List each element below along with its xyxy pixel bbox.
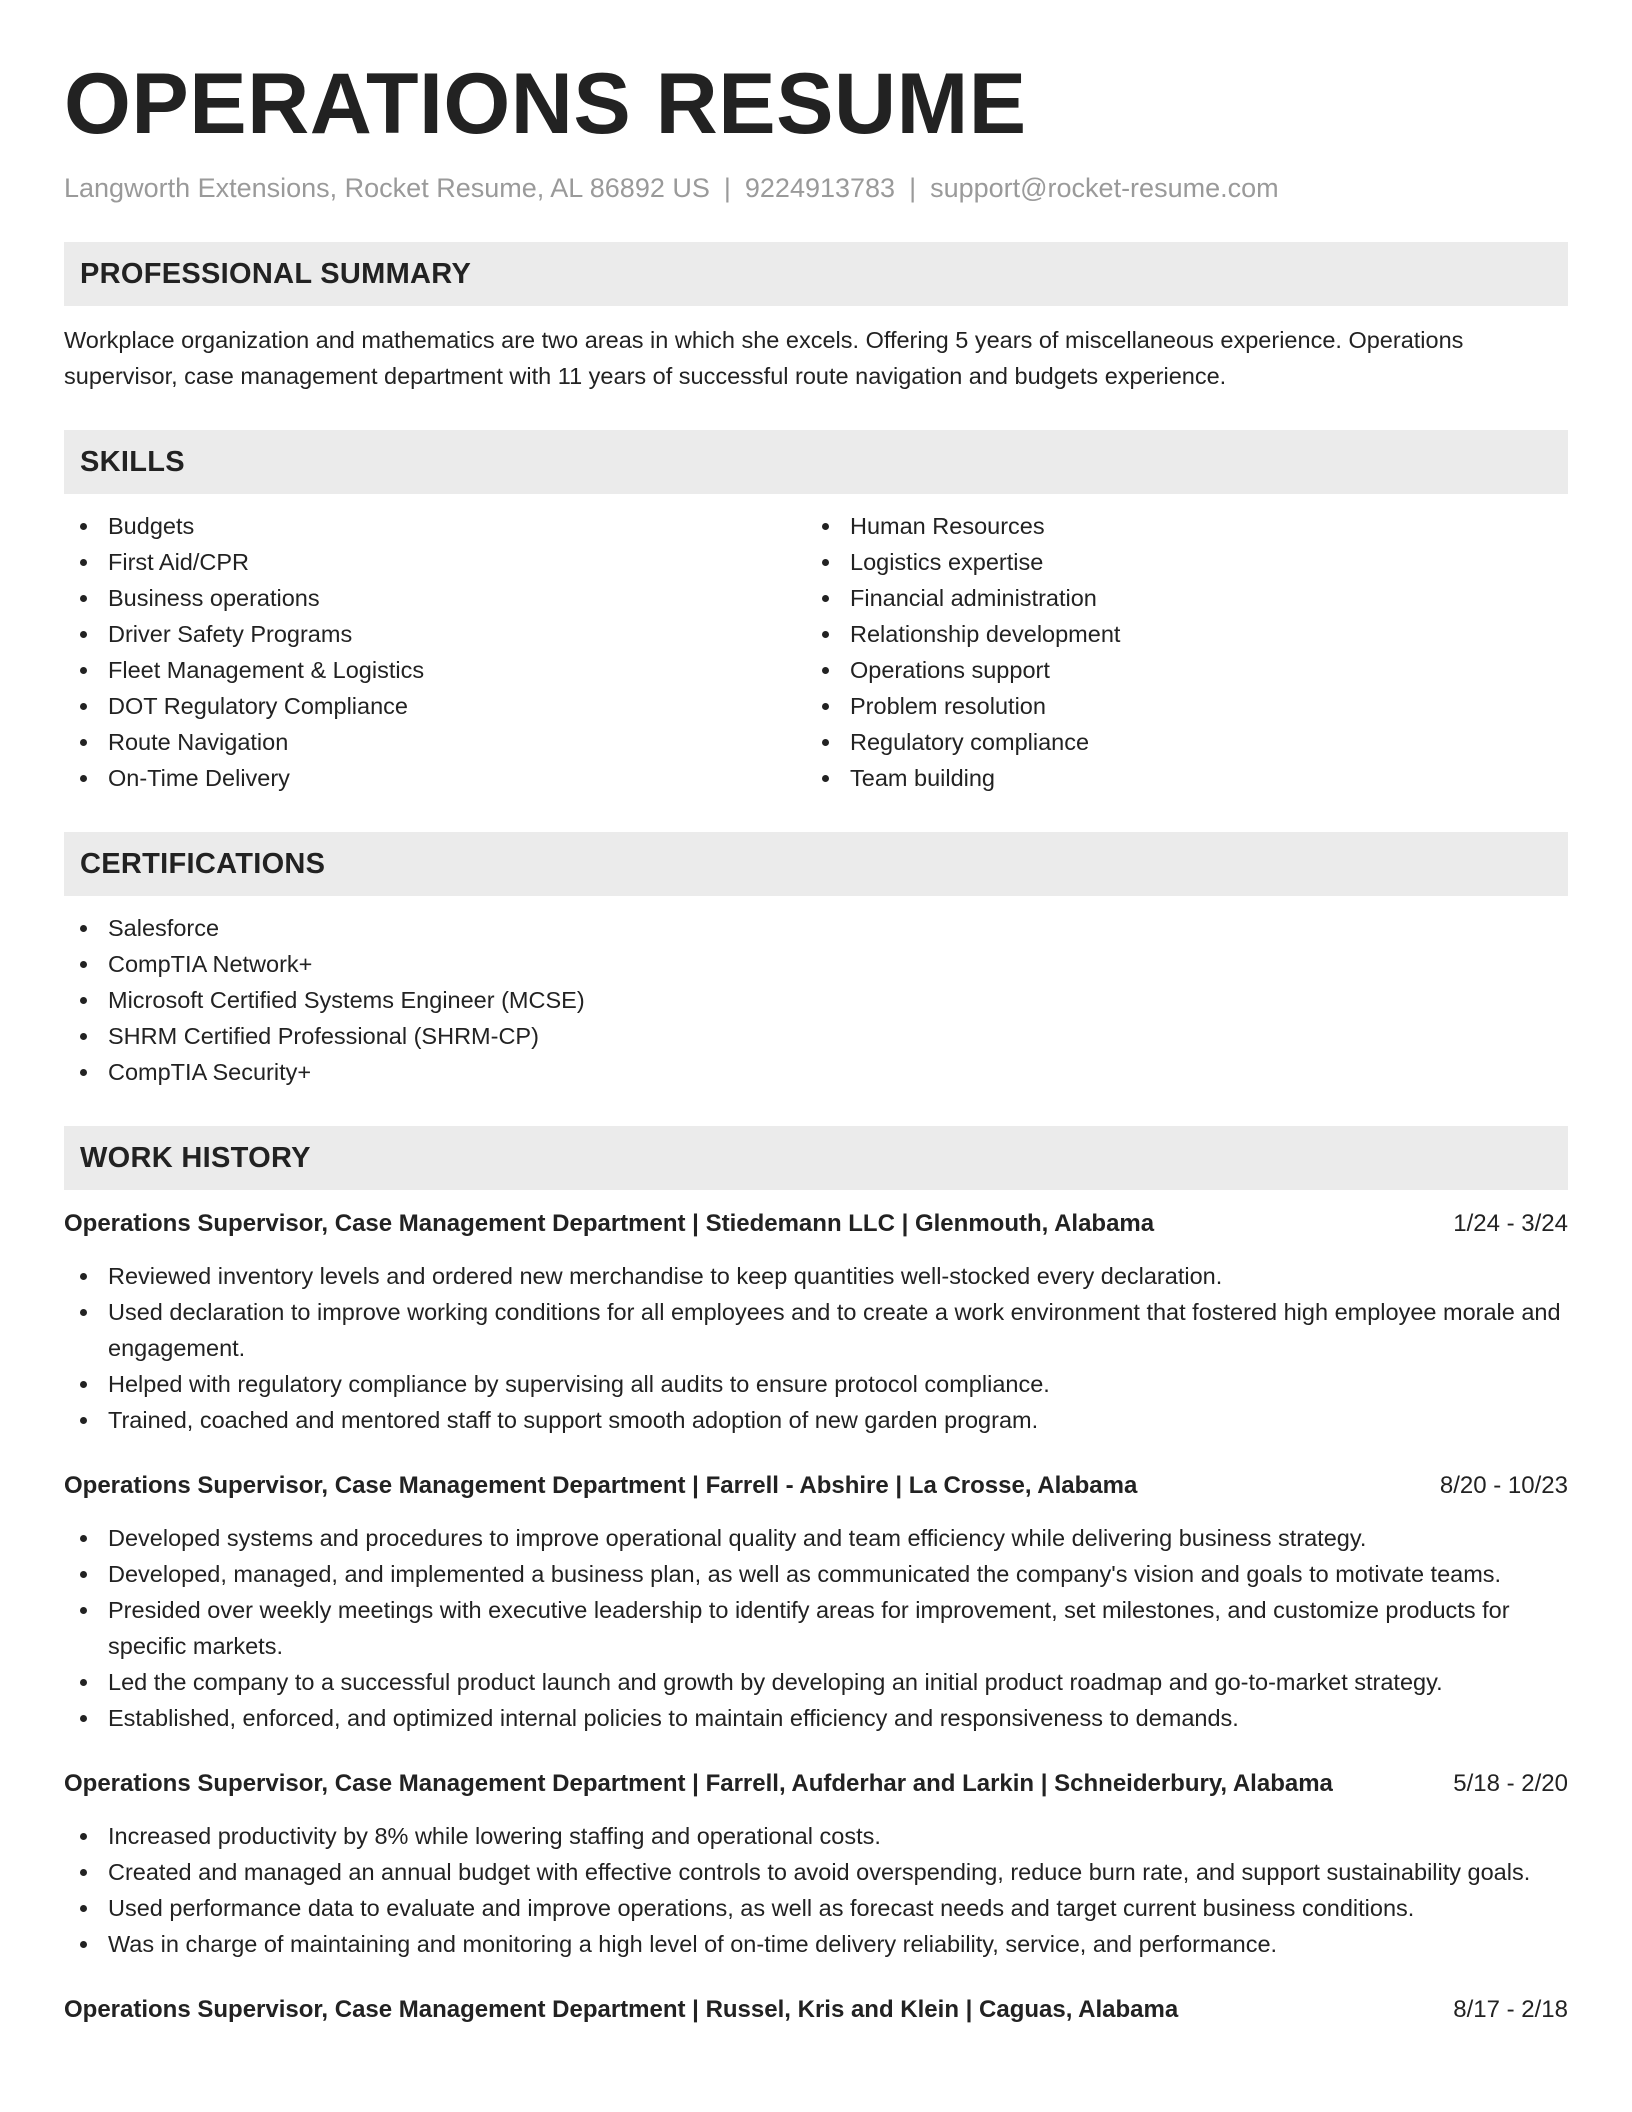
skill-item: Financial administration [806,580,1548,616]
skill-item: Budgets [64,508,806,544]
job-entry [64,1766,1568,1962]
skill-item: Business operations [64,580,806,616]
job-bullet: Established, enforced, and optimized internal policies to maintain efficiency and responsiveness to demands. [64,1700,1568,1736]
skill-item: First Aid/CPR [64,544,806,580]
skill-item: Fleet Management & Logistics [64,652,806,688]
skills-heading: SKILLS [80,445,185,478]
job-dates: 8/17 - 2/18 [1453,1996,1568,2023]
job-bullet: Used performance data to evaluate and improve operations, as well as forecast needs and target current business conditions. [64,1890,1568,1926]
skill-item: Team building [806,760,1548,796]
job-dates: 8/20 - 10/23 [1439,1472,1568,1499]
work-history-section-header [64,1126,1568,1190]
job-header [64,1206,1568,1242]
job-bullet: Used declaration to improve working conditions for all employees and to create a work environment that fostered high employee morale and engagement. [64,1294,1568,1366]
resume-title: OPERATIONS RESUME [64,56,1027,152]
job-entry [64,1206,1568,1438]
job-title: Operations Supervisor, Case Management Department | Farrell - Abshire | La Crosse, Alabama [64,1472,1138,1499]
skill-item: Driver Safety Programs [64,616,806,652]
summary-text: Workplace organization and mathematics are two areas in which she excels. Offering 5 years of miscellaneous experience. Operations supervisor, case management department with 11 years of successful route navigation and budgets experience. [64,327,1464,389]
contact-separator: | [723,173,731,203]
job-bullet: Reviewed inventory levels and ordered new merchandise to keep quantities well-stocked every declaration. [64,1258,1568,1294]
skill-item: Problem resolution [806,688,1548,724]
certifications-section-header [64,832,1568,896]
contact-separator: | [909,173,917,203]
job-bullet-list [64,1520,1568,1736]
contact-line [64,170,1568,206]
skill-item: Relationship development [806,616,1548,652]
job-entry [64,1468,1568,1736]
skill-item: DOT Regulatory Compliance [64,688,806,724]
skills-section-header [64,430,1568,494]
job-bullet: Trained, coached and mentored staff to support smooth adoption of new garden program. [64,1402,1568,1438]
job-entry [64,1992,1568,2028]
job-bullet: Helped with regulatory compliance by supervising all audits to ensure protocol compliance. [64,1366,1568,1402]
certification-item: SHRM Certified Professional (SHRM-CP) [64,1018,1568,1054]
contact-address: Langworth Extensions, Rocket Resume, AL 86892 US [64,173,710,203]
certification-item: CompTIA Network+ [64,946,1568,982]
job-header [64,1766,1568,1802]
skills-grid [64,508,1568,796]
work-history-list [64,1206,1568,2028]
certifications-list [64,910,1568,1090]
skill-item: Route Navigation [64,724,806,760]
job-header [64,1468,1568,1504]
skills-list-right [806,508,1548,796]
skill-item: Operations support [806,652,1548,688]
job-bullet: Created and managed an annual budget with effective controls to avoid overspending, reduce burn rate, and support sustainability goals. [64,1854,1568,1890]
job-dates: 1/24 - 3/24 [1453,1210,1568,1237]
certification-item: Salesforce [64,910,1568,946]
job-bullet: Was in charge of maintaining and monitoring a high level of on-time delivery reliability, service, and performance. [64,1926,1568,1962]
job-title: Operations Supervisor, Case Management Department | Stiedemann LLC | Glenmouth, Alabama [64,1210,1155,1237]
work-history-heading: WORK HISTORY [80,1141,311,1174]
certification-item: Microsoft Certified Systems Engineer (MCSE) [64,982,1568,1018]
job-bullet: Increased productivity by 8% while lowering staffing and operational costs. [64,1818,1568,1854]
job-header [64,1992,1568,2028]
job-bullet-list [64,1258,1568,1438]
skill-item: Regulatory compliance [806,724,1548,760]
certifications-heading: CERTIFICATIONS [80,847,326,880]
job-bullet-list [64,1818,1568,1962]
contact-email: support@rocket-resume.com [930,173,1279,203]
skill-item: Logistics expertise [806,544,1548,580]
job-title: Operations Supervisor, Case Management Department | Russel, Kris and Klein | Caguas, Alabama [64,1996,1179,2023]
skills-list-left [64,508,806,796]
skill-item: Human Resources [806,508,1548,544]
job-bullet: Developed systems and procedures to improve operational quality and team efficiency while delivering business strategy. [64,1520,1568,1556]
job-bullet: Developed, managed, and implemented a business plan, as well as communicated the company's vision and goals to motivate teams. [64,1556,1568,1592]
job-bullet: Presided over weekly meetings with executive leadership to identify areas for improvement, set milestones, and customize products for specific markets. [64,1592,1568,1664]
certification-item: CompTIA Security+ [64,1054,1568,1090]
job-dates: 5/18 - 2/20 [1453,1770,1568,1797]
contact-phone: 9224913783 [744,173,896,203]
job-title: Operations Supervisor, Case Management Department | Farrell, Aufderhar and Larkin | Schneiderbury, Alabama [64,1770,1333,1797]
job-bullet: Led the company to a successful product launch and growth by developing an initial product roadmap and go-to-market strategy. [64,1664,1568,1700]
summary-heading: PROFESSIONAL SUMMARY [80,257,472,290]
summary-section-header [64,242,1568,306]
skill-item: On-Time Delivery [64,760,806,796]
